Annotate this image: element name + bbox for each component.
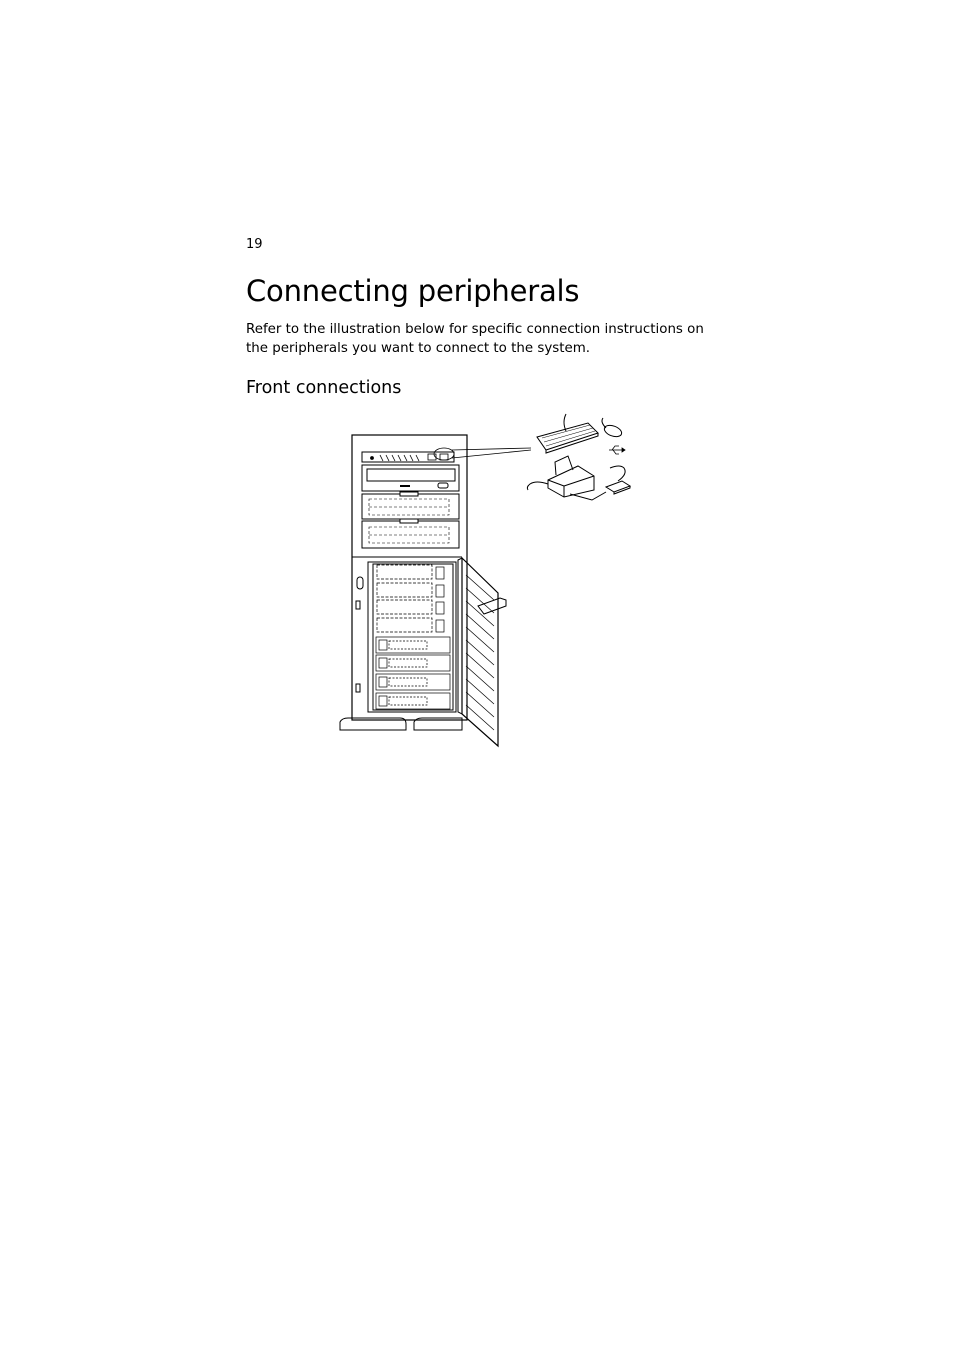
- section-heading: Front connections: [246, 378, 402, 398]
- usb-icon: [609, 446, 625, 454]
- server-tower-icon: [340, 435, 467, 730]
- front-connections-illustration: [334, 410, 644, 755]
- server-illustration-svg: [334, 410, 644, 755]
- printer-icon: [527, 456, 606, 500]
- front-door-icon: [458, 558, 506, 746]
- keyboard-icon: [537, 414, 598, 453]
- usb-device-icon: [606, 466, 630, 494]
- intro-paragraph: Refer to the illustration below for specific connection instructions on the peripherals you want to connect to the system.: [246, 322, 704, 356]
- mouse-icon: [602, 418, 623, 439]
- page-title: Connecting peripherals: [246, 274, 580, 308]
- connection-leader-lines: [434, 448, 531, 460]
- page-number: 19: [246, 237, 263, 252]
